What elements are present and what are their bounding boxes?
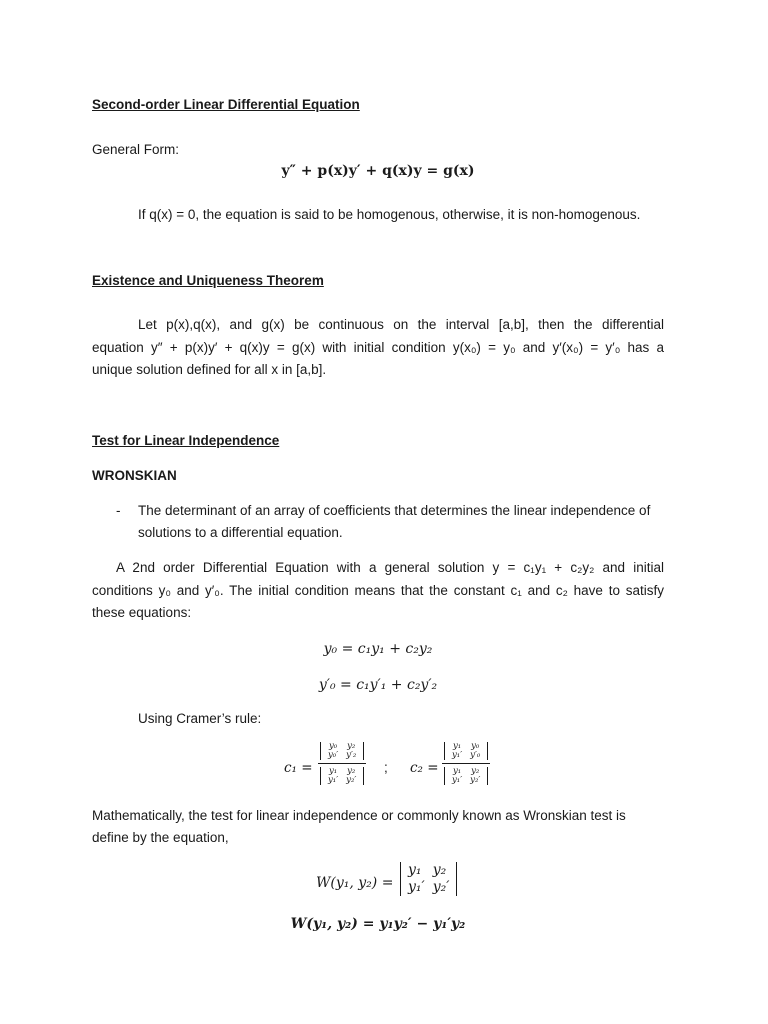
- c1-label: c₁ =: [284, 760, 313, 776]
- wronskian-matrix-cell: y₂′: [432, 879, 450, 895]
- c2-numerator-det: [444, 742, 488, 760]
- c2-numerator-cell: y′₀: [470, 750, 481, 761]
- wronskian-definition: [316, 862, 516, 902]
- c2-denominator-det: [444, 767, 488, 785]
- c2-denominator-cell: y₁: [452, 766, 462, 777]
- c2-numerator-cell: y₁′: [452, 750, 463, 761]
- wronskian-line-2: define by the equation,: [92, 830, 229, 845]
- wronskian-line-1: Mathematically, the test for linear independence or commonly known as Wronskian test is: [92, 808, 626, 823]
- c1-numerator-cell: y₀: [328, 741, 338, 752]
- wronskian-subheading: WRONSKIAN: [92, 468, 177, 483]
- c1-denominator-cell: y₁′: [328, 775, 339, 786]
- cramer-label: Using Cramer’s rule:: [138, 711, 262, 726]
- c2-fraction: [442, 740, 490, 787]
- existence-line-3: unique solution defined for all x in [a,b].: [92, 362, 327, 377]
- existence-line-2: equation y″ + p(x)y′ + q(x)y = g(x) with initial condition y(x₀) = y₀ and y′(x₀) = y′₀ has a: [92, 340, 664, 355]
- independence-heading: Test for Linear Independence: [92, 433, 280, 448]
- general-form-label: General Form:: [92, 142, 180, 157]
- title-heading: Second-order Linear Differential Equation: [92, 97, 360, 112]
- bullet-item: [92, 500, 664, 544]
- bullet-text: The determinant of an array of coefficients that determines the linear independence of solutions to a differential equation.: [138, 503, 651, 540]
- c2-label: c₂ =: [410, 760, 439, 776]
- wronskian-matrix-cell: y₁′: [408, 879, 425, 895]
- equation-2: y′₀ = c₁y′₁ + c₂y′₂: [318, 677, 438, 693]
- homogenous-note: If q(x) = 0, the equation is said to be homogenous, otherwise, it is non-homogenous.: [138, 207, 641, 222]
- wronskian-matrix-cell: y₁: [408, 862, 422, 878]
- existence-heading: Existence and Uniqueness Theorem: [92, 273, 324, 288]
- c1-denominator-cell: y₁: [328, 766, 338, 777]
- c1-numerator-cell: y₂: [347, 741, 356, 752]
- existence-line-1: Let p(x),q(x), and g(x) be continuous on the interval [a,b], then the differential: [138, 317, 664, 332]
- wronskian-label: W(y₁, y₂) =: [316, 875, 394, 891]
- c1-denominator-cell: y₂: [347, 766, 356, 777]
- bullet-dash: -: [116, 503, 121, 518]
- wronskian-matrix: [400, 862, 457, 896]
- c2-denominator-cell: y₁′: [452, 775, 463, 786]
- cramer-formulas: [284, 740, 604, 796]
- wronskian-result: W(y₁, y₂) = y₁y₂′ − y₁′y₂: [290, 916, 466, 932]
- equation-1: y₀ = c₁y₁ + c₂y₂: [323, 641, 433, 657]
- c1-numerator-cell: y₀′: [328, 750, 339, 761]
- c1-fraction: [318, 740, 366, 787]
- c2-denominator-cell: y₂′: [470, 775, 481, 786]
- solution-para-line-3: these equations:: [92, 605, 192, 620]
- solution-para-line-1: A 2nd order Differential Equation with a general solution y = c₁y₁ + c₂y₂ and initial: [116, 560, 664, 575]
- c1-numerator-det: [320, 742, 364, 760]
- c2-numerator-cell: y₁: [452, 741, 462, 752]
- c2-numerator-cell: y₀: [471, 741, 480, 752]
- c1-numerator-cell: y′₂: [346, 750, 357, 761]
- formula-separator: ;: [384, 760, 388, 775]
- solution-para-line-2: conditions y₀ and y′₀. The initial condition means that the constant c₁ and c₂ have to satisfy: [92, 583, 664, 598]
- wronskian-matrix-cell: y₂: [432, 862, 447, 878]
- general-form-equation: y″ + p(x)y′ + q(x)y = g(x): [281, 163, 475, 179]
- c1-denominator-cell: y₂′: [346, 775, 357, 786]
- c1-denominator-det: [320, 767, 364, 785]
- c2-denominator-cell: y₂: [471, 766, 480, 777]
